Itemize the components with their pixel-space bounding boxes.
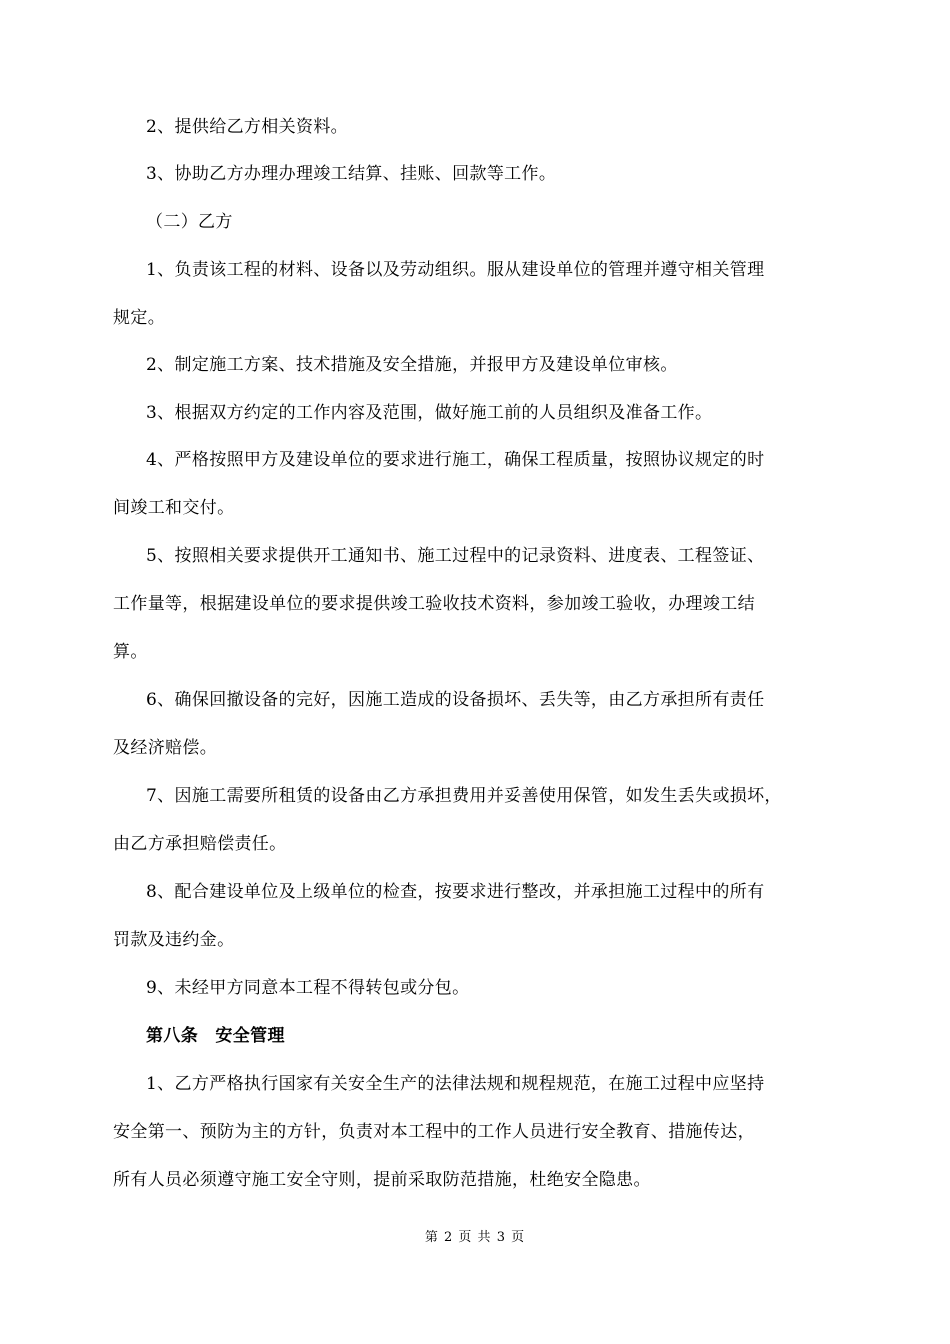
paragraph-b8-line2: 罚款及违约金。 (113, 930, 235, 950)
page-number-footer: 第 2 页 共 3 页 (424, 1230, 526, 1245)
paragraph-b8-line1: 8、配合建设单位及上级单位的检查，按要求进行整改，并承担施工过程中的所有 (146, 882, 765, 902)
paragraph-a2: 2、提供给乙方相关资料。 (146, 117, 349, 137)
paragraph-b5-line3: 算。 (113, 642, 148, 662)
paragraph-b4-line2: 间竣工和交付。 (113, 498, 235, 518)
paragraph-b5-line2: 工作量等，根据建设单位的要求提供竣工验收技术资料，参加竣工验收，办理竣工结 (113, 594, 755, 614)
paragraph-b5-line1: 5、按照相关要求提供开工通知书、施工过程中的记录资料、进度表、工程签证、 (146, 546, 765, 566)
paragraph-b3: 3、根据双方约定的工作内容及范围，做好施工前的人员组织及准备工作。 (146, 403, 713, 423)
paragraph-c1-line2: 安全第一、预防为主的方针，负责对本工程中的工作人员进行安全教育、措施传达， (113, 1122, 755, 1142)
paragraph-b1-line1: 1、负责该工程的材料、设备以及劳动组织。服从建设单位的管理并遵守相关管理 (146, 260, 765, 280)
paragraph-b1-line2: 规定。 (113, 308, 166, 328)
paragraph-b6-line1: 6、确保回撤设备的完好，因施工造成的设备损坏、丢失等，由乙方承担所有责任 (146, 690, 765, 710)
paragraph-b7-line2: 由乙方承担赔偿责任。 (113, 834, 287, 854)
paragraph-b9: 9、未经甲方同意本工程不得转包或分包。 (146, 978, 470, 998)
paragraph-b2: 2、制定施工方案、技术措施及安全措施，并报甲方及建设单位审核。 (146, 355, 678, 375)
paragraph-b6-line2: 及经济赔偿。 (113, 738, 218, 758)
paragraph-b4-line1: 4、严格按照甲方及建设单位的要求进行施工，确保工程质量，按照协议规定的时 (146, 450, 765, 470)
paragraph-b7-line1: 7、因施工需要所租赁的设备由乙方承担费用并妥善使用保管，如发生丢失或损坏， (146, 786, 782, 806)
paragraph-c1-line1: 1、乙方严格执行国家有关安全生产的法律法规和规程规范，在施工过程中应坚持 (146, 1074, 765, 1094)
paragraph-a3: 3、协助乙方办理办理竣工结算、挂账、回款等工作。 (146, 164, 557, 184)
article-8-heading: 第八条 安全管理 (146, 1026, 285, 1046)
section-heading-party-b: （二）乙方 (146, 212, 233, 232)
paragraph-c1-line3: 所有人员必须遵守施工安全守则，提前采取防范措施，杜绝安全隐患。 (113, 1170, 651, 1190)
